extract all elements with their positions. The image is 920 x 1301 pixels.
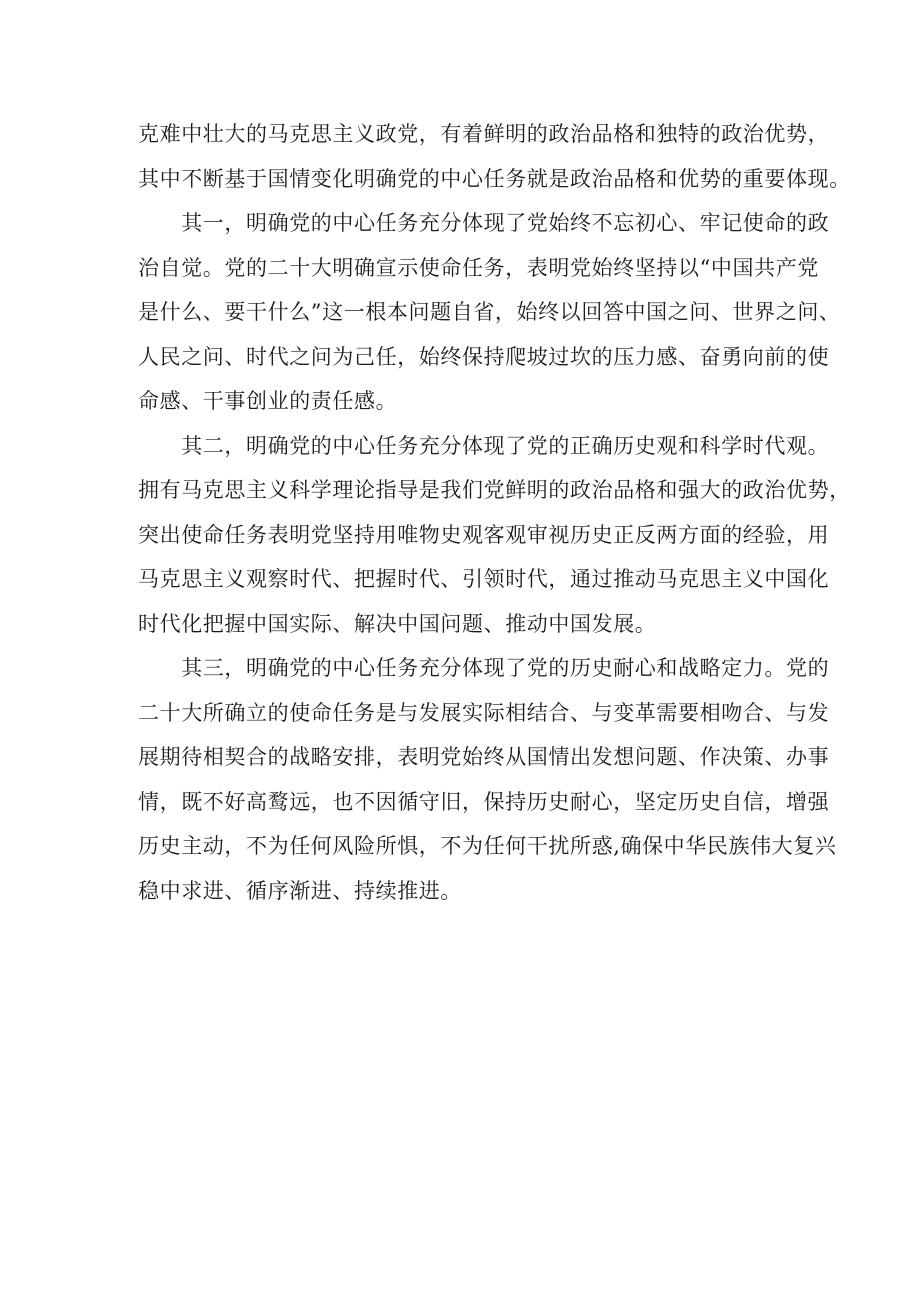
text-line: 人民之问、时代之问为己任，始终保持爬坡过坎的压力感、奋勇向前的使 bbox=[138, 344, 830, 369]
text-line: 情，既不好高鹜远，也不因循守旧，保持历史耐心，坚定历史自信，增强 bbox=[138, 789, 830, 814]
text-line: 是什么、要干什么”这一根本问题自省，始终以回答中国之问、世界之问、 bbox=[138, 300, 841, 324]
text-line: 其二，明确党的中心任务充分体现了党的正确历史观和科学时代观。 bbox=[138, 433, 830, 458]
paragraph-point-2 bbox=[138, 424, 851, 647]
text-line: 其三，明确党的中心任务充分体现了党的历史耐心和战略定力。党的 bbox=[138, 656, 830, 680]
text-line: 克难中壮大的马克思主义政党，有着鲜明的政治品格和独特的政治优势， bbox=[138, 122, 830, 146]
text-line: 突出使命任务表明党坚持用唯物史观客观审视历史正反两方面的经验，用 bbox=[138, 522, 830, 547]
text-line: 时代化把握中国实际、解决中国问题、推动中国发展。 bbox=[138, 611, 657, 636]
text-line: 展期待相契合的战略安排，表明党始终从国情出发想问题、作决策、办事 bbox=[138, 745, 830, 769]
paragraph-intro bbox=[138, 112, 851, 201]
text-line: 拥有马克思主义科学理论指导是我们党鲜明的政治品格和强大的政治优势， bbox=[138, 478, 851, 502]
text-line: 其中不断基于国情变化明确党的中心任务就是政治品格和优势的重要体现。 bbox=[138, 166, 851, 191]
text-line: 治自觉。党的二十大明确宣示使命任务，表明党始终坚持以“中国共产党 bbox=[138, 255, 819, 280]
text-line: 稳中求进、循序渐进、持续推进。 bbox=[138, 878, 462, 903]
text-line: 马克思主义观察时代、把握时代、引领时代，通过推动马克思主义中国化 bbox=[138, 567, 830, 591]
paragraph-point-1 bbox=[138, 201, 841, 424]
document-body bbox=[138, 112, 851, 913]
text-line: 历史主动，不为任何风险所惧，不为任何干扰所惑,确保中华民族伟大复兴 bbox=[138, 834, 837, 858]
paragraph-point-3 bbox=[138, 646, 837, 913]
text-line: 二十大所确立的使命任务是与发展实际相结合、与变革需要相吻合、与发 bbox=[138, 700, 830, 725]
text-line: 命感、干事创业的责任感。 bbox=[138, 389, 398, 413]
text-line: 其一，明确党的中心任务充分体现了党始终不忘初心、牢记使命的政 bbox=[138, 211, 830, 235]
